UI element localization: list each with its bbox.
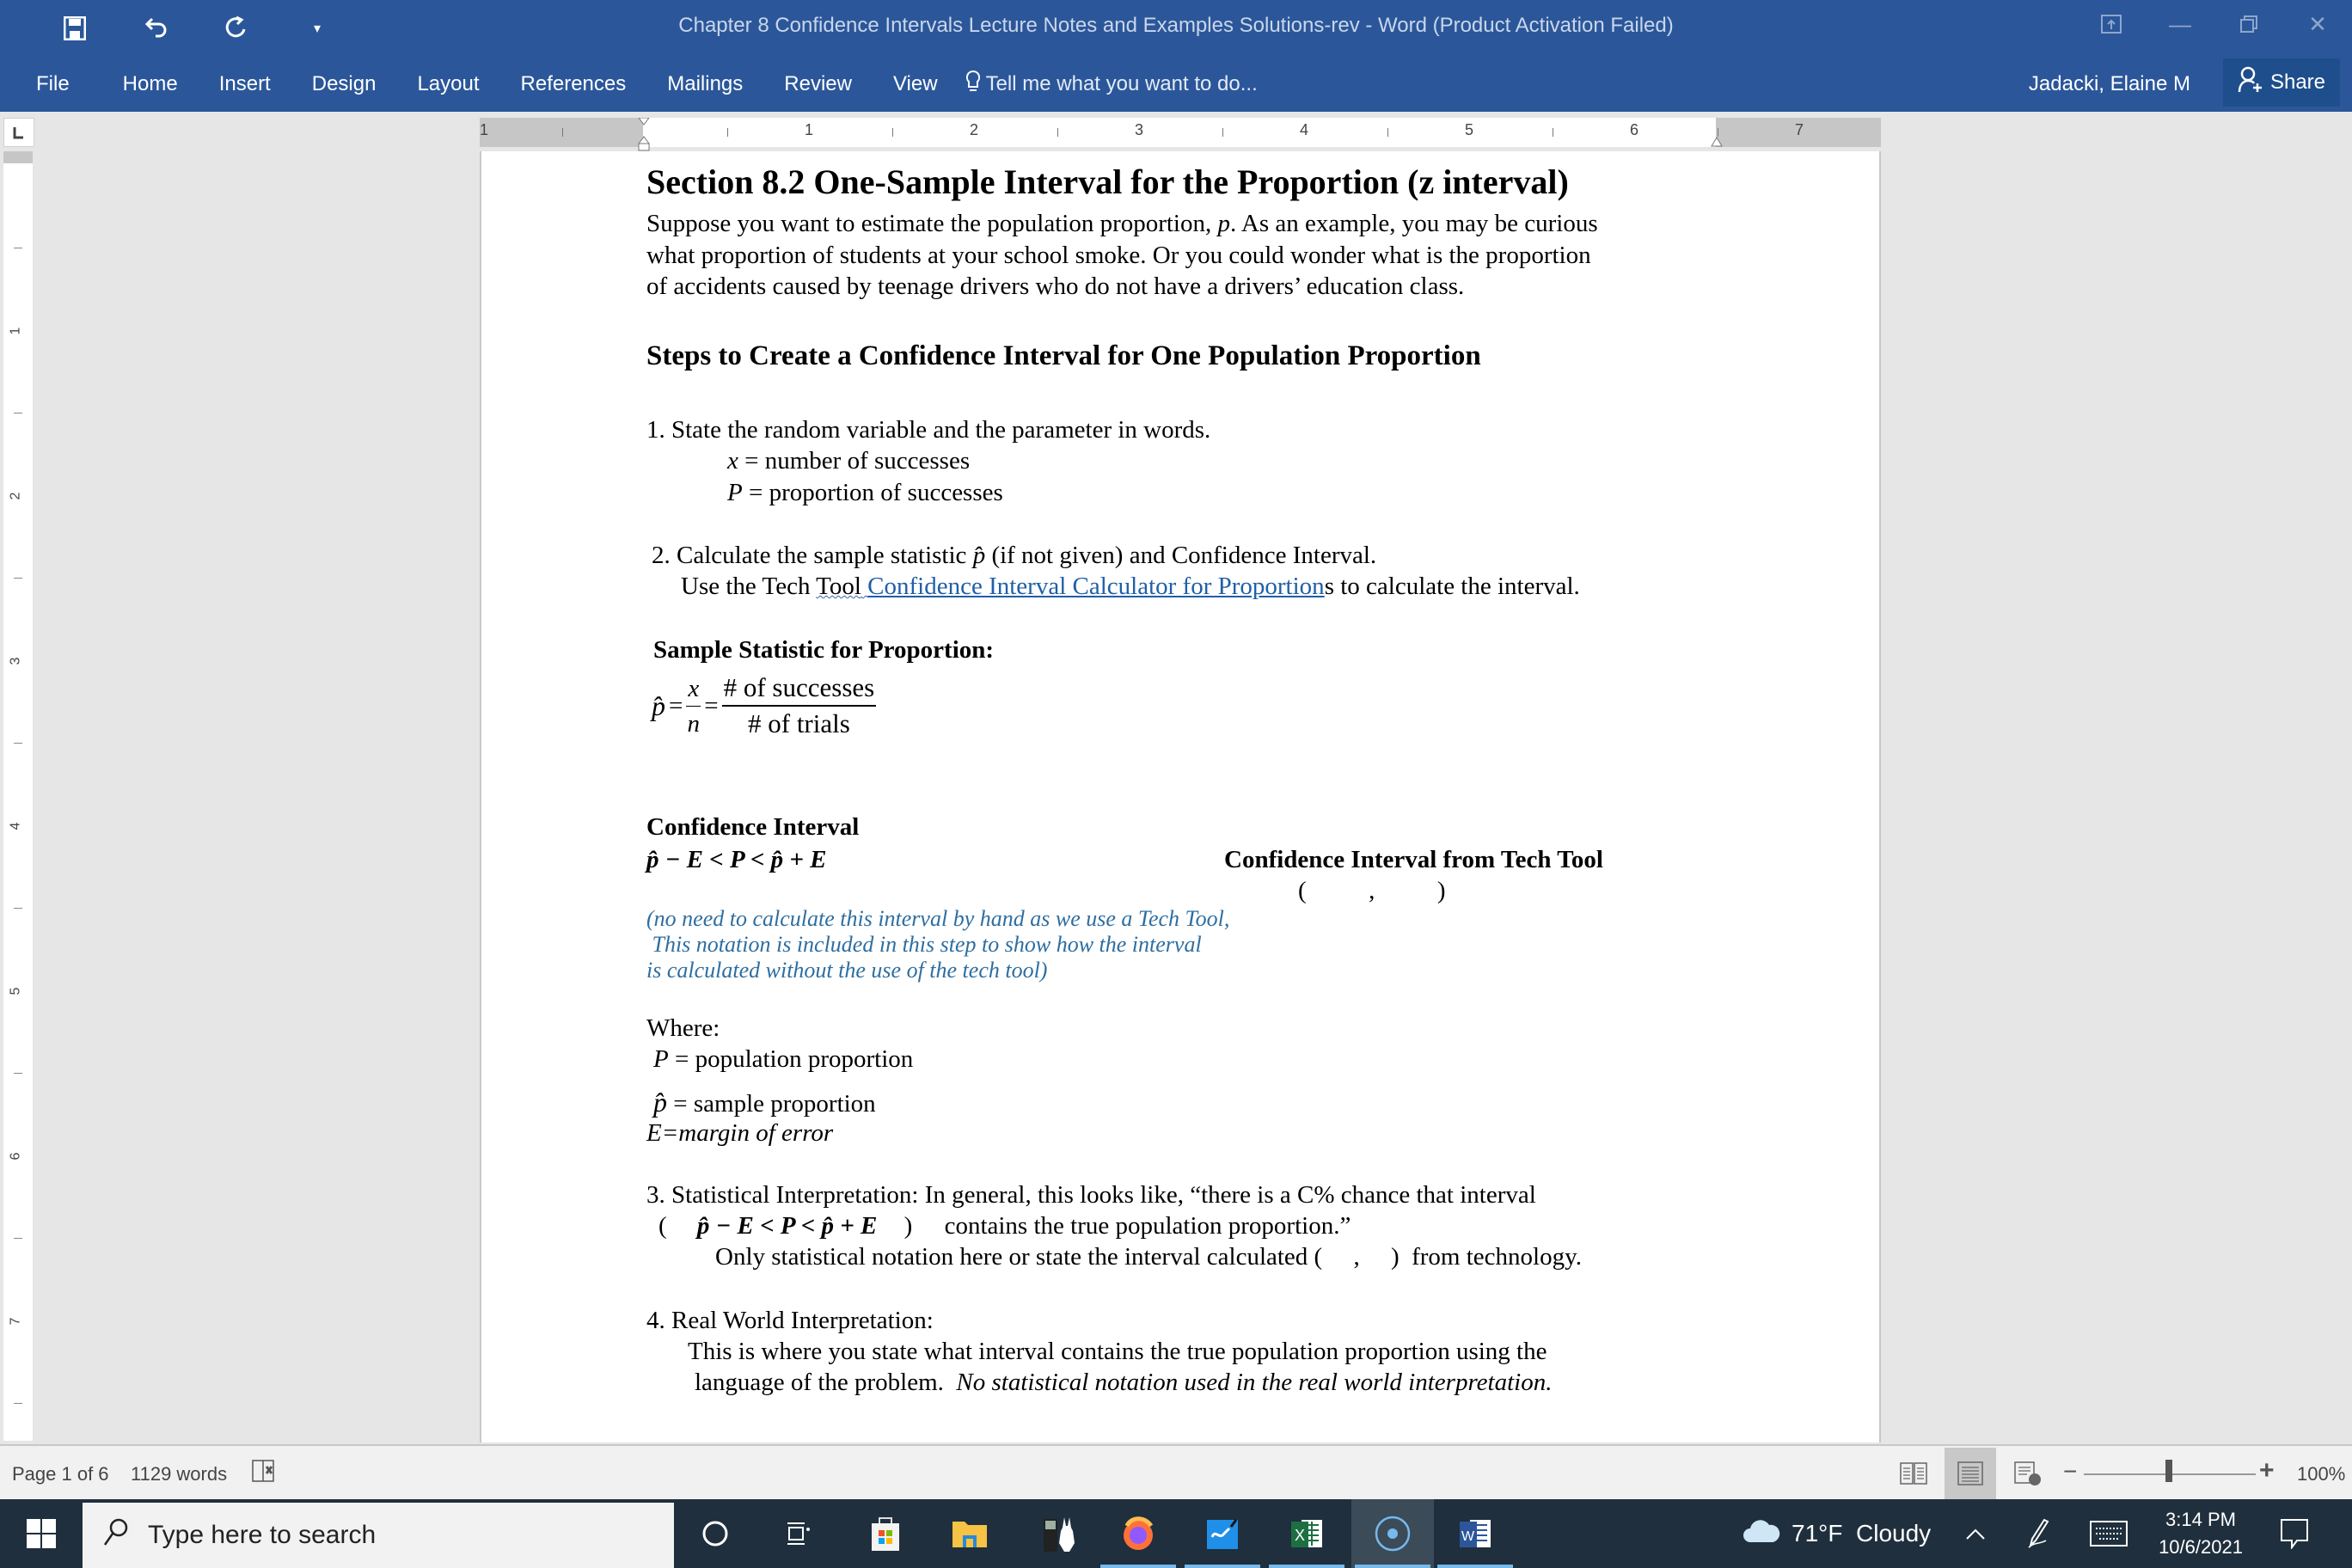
svg-text:W: W [1461, 1529, 1475, 1544]
ci-tech-heading: Confidence Interval from Tech Tool [1224, 846, 1603, 873]
horizontal-ruler[interactable] [480, 118, 1881, 147]
ribbon [0, 57, 2352, 112]
numerator-successes: # of successes [722, 671, 877, 707]
ci-heading: Confidence Interval [646, 813, 860, 841]
section-heading: Section 8.2 One-Sample Interval for the Proportion (z interval) [646, 162, 1569, 201]
notifications-icon[interactable] [2280, 1499, 2309, 1568]
print-layout-button[interactable] [1945, 1448, 1996, 1499]
ci-formula-inline: p̂ − E < P < p̂ + E [696, 1212, 878, 1240]
ruler-tick [14, 743, 22, 744]
step2-text: (if not given) and Confidence Interval. [985, 542, 1377, 569]
taskbar-clock[interactable] [2149, 1506, 2252, 1561]
ribbon-display-options-icon[interactable] [2077, 0, 2146, 48]
ruler-number: 4 [8, 822, 23, 830]
var-p: P [653, 1045, 669, 1073]
right-indent-marker[interactable] [1711, 135, 1723, 147]
ruler-tick [14, 1073, 22, 1074]
running-indicator [1269, 1565, 1344, 1568]
recording-app-icon[interactable] [1351, 1499, 1434, 1568]
ruler-number: 7 [1795, 121, 1804, 138]
ruler-tick [1387, 128, 1388, 137]
tell-me-text: Tell me what you want to do... [985, 72, 1258, 95]
word-count[interactable]: 1129 words [131, 1463, 228, 1485]
ruler-tick [1057, 128, 1058, 137]
where-phat [653, 1087, 876, 1120]
ruler-tick [14, 908, 22, 909]
restore-icon[interactable] [2214, 0, 2283, 48]
running-indicator [1355, 1565, 1430, 1568]
step2-tech-tool-line [681, 571, 1580, 603]
tell-me-box[interactable] [965, 70, 1258, 100]
clock-date: 10/6/2021 [2159, 1536, 2243, 1558]
var-phat: p̂ [652, 689, 665, 721]
where-label: Where: [646, 1014, 720, 1042]
intro-text: . As an example, you may be curious [1230, 210, 1598, 237]
ruler-number: 2 [8, 492, 23, 500]
share-button[interactable] [2223, 58, 2340, 107]
user-name[interactable]: Jadacki, Elaine M [2028, 72, 2190, 95]
close-icon[interactable]: ✕ [2308, 10, 2327, 37]
tab-selector[interactable] [3, 118, 34, 147]
step4-text: language of the problem. [695, 1369, 957, 1396]
running-indicator [1437, 1565, 1513, 1568]
whiteboard-icon[interactable] [1181, 1499, 1264, 1568]
ruler-tick [727, 128, 728, 137]
step4-italic-text: No statistical notation used in the real world interpretation. [956, 1369, 1553, 1396]
left-indent-marker[interactable] [638, 118, 650, 147]
zoom-slider-thumb[interactable] [2165, 1460, 2172, 1482]
equals-sign: = [704, 691, 719, 720]
denominator-trials: # of trials [748, 708, 850, 738]
where-e: E=margin of error [646, 1119, 834, 1147]
sample-stat-heading: Sample Statistic for Proportion: [653, 636, 995, 664]
ruler-tick [14, 1403, 22, 1404]
microsoft-store-icon[interactable] [844, 1499, 927, 1568]
step2-text: Use the Tech [681, 573, 817, 600]
windows-taskbar [0, 1499, 2352, 1568]
status-bar [0, 1444, 2352, 1499]
word-icon[interactable] [1434, 1499, 1516, 1568]
vertical-ruler[interactable] [3, 151, 33, 1441]
ruler-number: 3 [1135, 121, 1144, 138]
intro-text: of accidents caused by teenage drivers who do not have a drivers’ education class. [646, 273, 1465, 300]
calculator-app-icon[interactable] [1018, 1499, 1100, 1568]
ruler-number: 1 [480, 121, 489, 138]
zoom-in-button[interactable]: + [2259, 1456, 2275, 1485]
step3-text: contains the true population proportion.” [944, 1212, 1351, 1240]
document-page[interactable] [480, 151, 1881, 1442]
excel-icon[interactable] [1265, 1499, 1348, 1568]
weather-widget[interactable] [1742, 1499, 1931, 1568]
web-layout-button[interactable] [2001, 1448, 2053, 1499]
start-button[interactable] [0, 1499, 83, 1568]
touch-keyboard-icon[interactable] [2089, 1499, 2128, 1568]
step4-line2 [695, 1367, 1552, 1399]
numerator-x: x [686, 671, 701, 707]
weather-text: 71°F Cloudy [1792, 1520, 1932, 1547]
read-mode-button[interactable] [1888, 1448, 1939, 1499]
ruler-left-margin [480, 118, 643, 147]
intro-var-p: p [1217, 210, 1230, 237]
step3-line3: Only statistical notation here or state the interval calculated ( , ) from technology. [715, 1243, 1582, 1271]
var-phat: p̂ [653, 1087, 667, 1118]
window-title: Chapter 8 Confidence Intervals Lecture Notes and Examples Solutions-rev - Word (Product Activation Failed) [678, 14, 1674, 37]
spellcheck-word: Tool [816, 573, 861, 600]
var-phat: p̂ [972, 542, 986, 569]
ruler-number: 1 [8, 327, 23, 335]
ruler-number: 2 [970, 121, 979, 138]
steps-heading: Steps to Create a Confidence Interval for One Population Proportion [646, 340, 1481, 371]
ruler-tick [14, 1238, 22, 1239]
tab-insert[interactable]: Insert [218, 72, 271, 95]
ruler-number: 4 [1300, 121, 1309, 138]
show-hidden-icons-button[interactable] [1965, 1499, 1986, 1568]
lightbulb-icon [965, 70, 981, 100]
running-indicator [1100, 1565, 1176, 1568]
ruler-tick [892, 128, 893, 137]
customize-qat-icon[interactable]: ▾ [313, 21, 322, 36]
svg-text:X: X [1295, 1527, 1306, 1544]
ci-calculator-link[interactable]: Confidence Interval Calculator for Proportion [867, 573, 1325, 600]
task-view-icon[interactable] [756, 1499, 839, 1568]
cortana-icon[interactable] [674, 1499, 756, 1568]
cloud-icon [1742, 1516, 1781, 1552]
ruler-number: 1 [805, 121, 814, 138]
definition-text: = population proportion [668, 1045, 914, 1073]
pen-workspace-icon[interactable] [2025, 1499, 2051, 1568]
step3-line2 [658, 1210, 1351, 1242]
page-count[interactable]: Page 1 of 6 [12, 1463, 109, 1485]
step4-label: 4. Real World Interpretation: [646, 1307, 934, 1334]
step1-p-definition [727, 477, 1003, 509]
tab-references[interactable]: References [520, 72, 627, 95]
tab-layout[interactable]: Layout [417, 72, 480, 95]
ruler-number: 6 [1630, 121, 1639, 138]
paren-close: ) [903, 1212, 913, 1240]
ruler-top-margin [3, 151, 33, 163]
denominator-n: n [687, 709, 701, 738]
share-label: Share [2269, 70, 2326, 94]
proofing-icon[interactable] [251, 1458, 277, 1489]
intro-paragraph [646, 208, 1721, 303]
ci-note-line: This notation is included in this step to show how the interval [646, 932, 1202, 957]
tab-review[interactable]: Review [784, 72, 852, 95]
ruler-tick [562, 128, 563, 137]
equals-sign: = [669, 691, 683, 720]
sample-stat-formula [652, 671, 876, 741]
tab-mailings[interactable]: Mailings [667, 72, 744, 95]
ruler-number: 6 [8, 1152, 23, 1161]
title-bar [0, 0, 2352, 57]
definition-text: = sample proportion [667, 1090, 876, 1118]
file-explorer-icon[interactable] [928, 1499, 1011, 1568]
definition-text: = proportion of successes [742, 479, 1003, 506]
ribbon-tabs [0, 57, 1258, 112]
zoom-level[interactable]: 100% [2297, 1463, 2346, 1485]
ci-note-line: (no need to calculate this interval by hand as we use a Tech Tool, [646, 906, 1230, 931]
intro-text: Suppose you want to estimate the population proportion, [646, 210, 1218, 237]
step2-label [652, 540, 1376, 572]
step3-line1: 3. Statistical Interpretation: In general, this looks like, “there is a C% chance that interval [646, 1181, 1536, 1209]
ci-tech-blank: ( , ) [1298, 877, 1446, 904]
where-p [653, 1044, 913, 1075]
search-placeholder: Type here to search [148, 1521, 377, 1549]
x-over-n-fraction [686, 671, 701, 741]
var-x: x [727, 447, 738, 475]
step1-label: 1. State the random variable and the parameter in words. [646, 416, 1211, 444]
ruler-number: 5 [8, 987, 23, 995]
tab-file[interactable]: File [36, 72, 70, 95]
paren-open: ( [658, 1212, 667, 1240]
zoom-out-button[interactable]: − [2063, 1458, 2078, 1485]
definition-text: = number of successes [738, 447, 971, 475]
firefox-icon[interactable] [1097, 1499, 1179, 1568]
share-person-icon [2238, 66, 2263, 100]
tab-view[interactable]: View [892, 72, 938, 95]
ruler-number: 7 [8, 1317, 23, 1326]
running-indicator [1185, 1565, 1260, 1568]
ruler-number: 5 [1465, 121, 1474, 138]
search-icon [103, 1517, 129, 1553]
ruler-tick [14, 578, 22, 579]
step1-x-definition [727, 445, 970, 477]
ci-note-line: is calculated without the use of the tech tool) [646, 958, 1048, 983]
var-p: P [727, 479, 743, 506]
ruler-number: 3 [8, 657, 23, 665]
successes-over-trials-fraction [722, 671, 877, 741]
ci-formula: p̂ − E < P < p̂ + E [646, 846, 827, 873]
minimize-icon[interactable]: — [2169, 10, 2191, 37]
tab-design[interactable]: Design [311, 72, 377, 95]
taskbar-search-box[interactable] [83, 1503, 674, 1568]
intro-text: what proportion of students at your school smoke. Or you could wonder what is the proportion [646, 241, 1591, 269]
ruler-tick [1222, 128, 1223, 137]
step2-text: s to calculate the interval. [1324, 573, 1580, 600]
step2-text: 2. Calculate the sample statistic [652, 542, 973, 569]
tab-home[interactable]: Home [122, 72, 178, 95]
step4-line1: This is where you state what interval contains the true population proportion using the [688, 1338, 1547, 1365]
clock-time: 3:14 PM [2165, 1509, 2236, 1530]
window-controls [2077, 0, 2352, 48]
